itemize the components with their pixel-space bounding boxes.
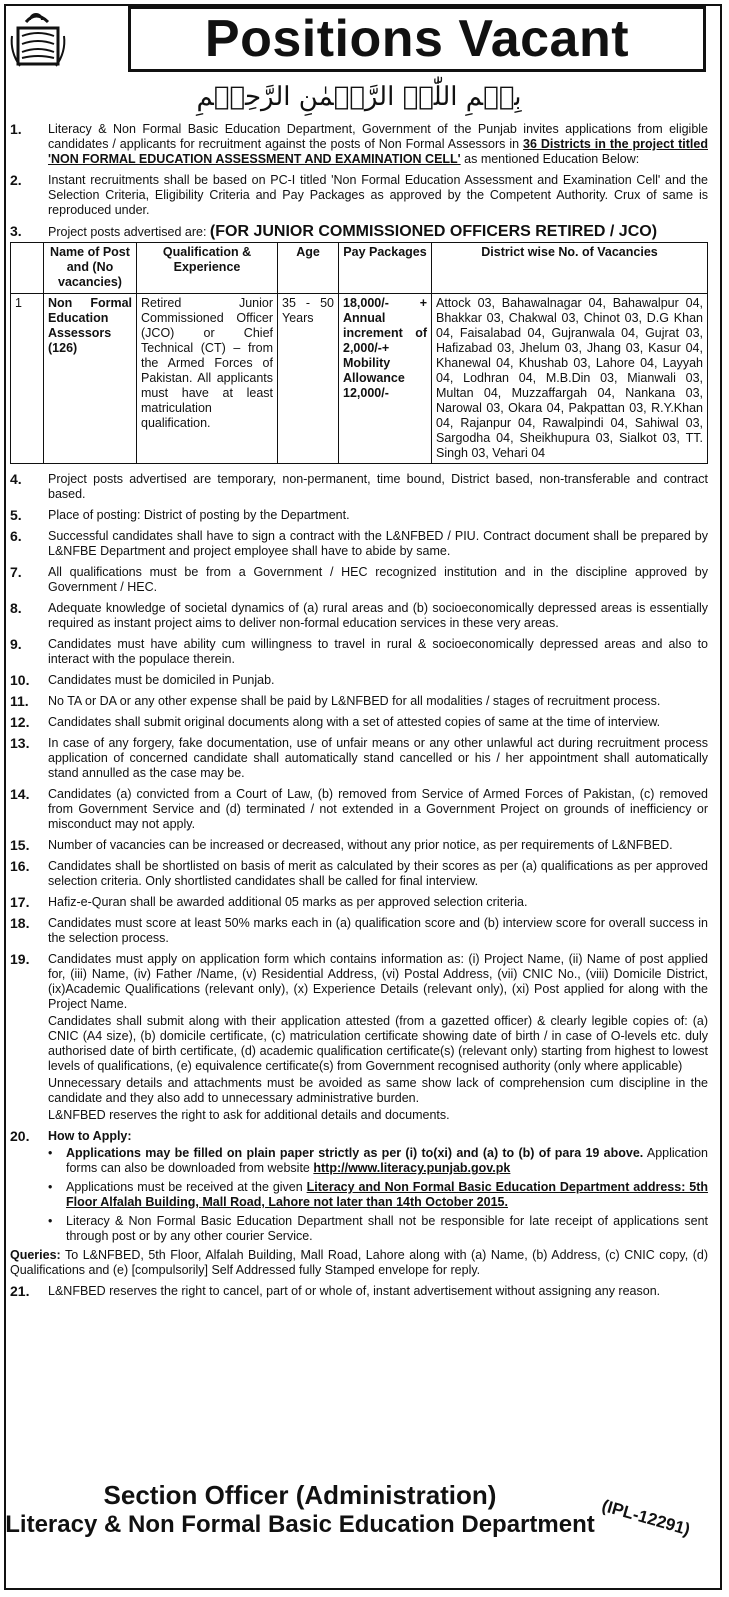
paragraph-text: Project posts advertised are temporary, non-permanent, time bound, District based, non-transferable and contract based. (48, 472, 708, 501)
cell-name: Non Formal Education Assessors (126) (44, 294, 137, 464)
list-item (10, 565, 708, 595)
paragraph-number: 4. (10, 471, 22, 487)
paragraph-text: Literacy & Non Formal Basic Education Department, Government of the Punjab invites applications from eligible candidates / applicants for recruitment against the posts of Non Formal Assessors in (48, 122, 708, 151)
apply-bullet-1 (10, 1146, 708, 1176)
paragraph-text: In case of any forgery, fake documentation, use of unfair means or any other unlawful act during recruitment process application of concerned candidate shall automatically stand cancelled or his / her appointment shall automatically stand annulled as the case may be. (48, 736, 708, 780)
website-link[interactable]: http://www.literacy.punjab.gov.pk (313, 1161, 511, 1175)
paragraph-number: 11. (10, 693, 29, 709)
cell-qualification: Retired Junior Commissioned Officer (JCO) or Chief Technical (CT) – from the Armed Forces of Pakistan. All applicants must have at least matriculation qualification. (137, 294, 278, 464)
posts-table (10, 242, 708, 464)
cell-district: Attock 03, Bahawalnagar 04, Bahawalpur 04, Bhakkar 03, Chakwal 03, Chinot 03, D.G Khan 04, Faisalabad 04, Gujranwala 04, Gujrat 03, Hafizabad 03, Jhelum 03, Jhang 03, Kasur 04, Khanewal 04, Khushab 03, Lahore 04, Layyah 04, Lodhran 04, M.B.Din 03, Mianwali 03, Multan 04, Muzzaffargah 04, Nankana 03, Narowal 03, Okara 04, Pakpattan 03, R.Y.Khan 04, Rajanpur 04, Rawalpindi 04, Sahiwal 03, Sargodha 04, Sheikhupura 03, Sialkot 03, TT. Singh 03, Vehari 04 (432, 294, 708, 464)
posts-heading: (FOR JUNIOR COMMISSIONED OFFICERS RETIRED / JCO) (209, 223, 658, 240)
bismillah-calligraphy: بِسۡمِ اللّٰہِ الرَّحۡمٰنِ الرَّحِیۡمِ (196, 82, 522, 112)
punjab-emblem-icon (8, 6, 120, 72)
queries (10, 1248, 708, 1278)
paragraph-2 (10, 173, 708, 218)
paragraph-text: Adequate knowledge of societal dynamics of (a) rural areas and (b) socioeconomically depressed areas is essentially required as instant project aims to deliver non-formal education services in these very areas. (48, 601, 708, 630)
paragraph-number: 5. (10, 507, 22, 523)
list-item (10, 736, 708, 781)
department-name: Literacy & Non Formal Basic Education Department (5, 1511, 595, 1538)
header-qualification: Qualification & Experience (137, 243, 278, 294)
how-to-apply-heading: How to Apply: (48, 1129, 132, 1143)
paragraph-number: 3. (10, 223, 22, 239)
paragraph-text: All qualifications must be from a Government / HEC recognized institution and in the discipline approved by Government / HEC. (48, 565, 708, 594)
list-item (10, 673, 708, 688)
list-item (10, 601, 708, 631)
apply-bullet-2 (10, 1180, 708, 1210)
paragraph-number: 8. (10, 600, 22, 616)
footer (0, 1480, 600, 1540)
header (4, 4, 714, 76)
list-item (10, 859, 708, 889)
paragraph-19-note (10, 1076, 708, 1106)
paragraph-text: Candidates shall submit along with their application attested (from a gazetted officer) & clearly legible copies of: (a) CNIC (A4 size), (b) domicile certificate, (c) matriculation certificate showing date of birth / in case of O-levels etc. duly authorised date of birth certificate, (d) academic qualification certificate(s) (relevant only) starting from highest to lowest levels of qualifications, (e) equivalence certificate(s) from Government recognised authority (only where applicable) (48, 1014, 708, 1073)
cell-age: 35 - 50 Years (278, 294, 339, 464)
paragraph-number: 17. (10, 894, 30, 910)
list-item (10, 637, 708, 667)
queries-label: Queries: (10, 1248, 61, 1262)
bullet-text: Application forms can also be downloaded from website (66, 1146, 709, 1175)
paragraph-3 (10, 224, 708, 240)
paragraph-number: 15. (10, 837, 30, 853)
paragraph-19-attachments (10, 1014, 708, 1074)
paragraph-text: Unnecessary details and attachments must be avoided as same show lack of comprehension cum discipline in the candidate and they also add to unnecessary administrative burden. (48, 1076, 708, 1105)
list-item (10, 529, 708, 559)
paragraph-number: 1. (10, 121, 22, 137)
paragraph-number: 6. (10, 528, 22, 544)
list-item (10, 895, 708, 910)
project-title: 36 Districts in the project titled 'NON FORMAL EDUCATION ASSESSMENT AND EXAMINATION CELL' (48, 137, 708, 166)
table-header-row (11, 243, 708, 294)
cell-pay: 18,000/- + Annual increment of 2,000/-+ Mobility Allowance 12,000/- (339, 294, 432, 464)
paragraph-text: Candidates must be domiciled in Punjab. (48, 673, 275, 687)
paragraph-text: Project posts advertised are: (48, 225, 210, 239)
paragraph-number: 18. (10, 915, 30, 931)
paragraph-text: Candidates shall be shortlisted on basis of merit as calculated by their scores as per (a) qualifications as per approved selection criteria. Only shortlisted candidates shall be called for final interview. (48, 859, 708, 888)
header-district: District wise No. of Vacancies (432, 243, 708, 294)
paragraph-number: 9. (10, 636, 22, 652)
paragraph-19 (10, 952, 708, 1012)
paragraph-text: Successful candidates shall have to sign a contract with the L&NFBED / PIU. Contract document shall be prepared by L&NFBE Department and project employee shall have to abide by same. (48, 529, 708, 558)
paragraph-text: L&NFBED reserves the right to cancel, part of or whole of, instant advertisement without assigning any reason. (48, 1284, 661, 1298)
address-deadline: Literacy and Non Formal Basic Education Department address: 5th Floor Alfalah Building, Mall Road, Lahore not later than 14th October 2015. (66, 1180, 709, 1209)
paragraph-text: Candidates must have ability cum willingness to travel in rural & socioeconomically depressed areas and also to interact with the populace therein. (48, 637, 708, 666)
paragraph-text: Number of vacancies can be increased or decreased, without any prior notice, as per requirements of L&NFBED. (48, 838, 673, 852)
bullet-text: Literacy & Non Formal Basic Education Department shall not be responsible for late receipt of applications sent through post or by any other courier Service. (66, 1214, 708, 1243)
paragraph-number: 12. (10, 714, 30, 730)
table-row (11, 294, 708, 464)
paragraph-20 (10, 1129, 708, 1144)
paragraph-text: Instant recruitments shall be based on PC-I titled 'Non Formal Education Assessment and Examination Cell' and the Selection Criteria, Eligibility Criteria and Pay Packages as approved by the Competent Authority. Crux of same is reproduced under. (48, 173, 708, 217)
paragraph-text: No TA or DA or any other expense shall be paid by L&NFBED for all modalities / stages of recruitment process. (48, 694, 661, 708)
paragraph-text: L&NFBED reserves the right to ask for additional details and documents. (48, 1108, 450, 1122)
paragraph-number: 2. (10, 172, 22, 188)
header-name: Name of Post and (No vacancies) (44, 243, 137, 294)
paragraph-text: Candidates must apply on application form which contains information as: (i) Project Name, (ii) Name of post applied for, (iii) Name, (iv) Father /Name, (v) Residential Address, (vi) Postal Address, (vii) CNIC No., (viii) Domicile District, (ix)Academic Qualifications (relevant only), (x) Experience Details (relevant only), (xi) Post applied for along with the Project Name. (48, 952, 708, 1011)
paragraph-19-rights (10, 1108, 708, 1123)
paragraph-21 (10, 1284, 708, 1299)
paragraph-number: 13. (10, 735, 30, 751)
paragraph-number: 19. (10, 951, 30, 967)
paragraph-number: 14. (10, 786, 30, 802)
paragraph-number: 21. (10, 1283, 30, 1299)
header-pay: Pay Packages (339, 243, 432, 294)
paragraph-text: Place of posting: District of posting by the Department. (48, 508, 350, 522)
list-item (10, 916, 708, 946)
paragraph-number: 20. (10, 1128, 30, 1144)
paragraph-text: Hafiz-e-Quran shall be awarded additional 05 marks as per approved selection criteria. (48, 895, 528, 909)
list-item (10, 787, 708, 832)
page-title: Positions Vacant (128, 6, 706, 72)
list-item (10, 472, 708, 502)
paragraph-number: 7. (10, 564, 22, 580)
list-item (10, 715, 708, 730)
bullet-text: Applications must be received at the given (66, 1180, 307, 1194)
cell-sno: 1 (11, 294, 44, 464)
paragraph-1 (10, 122, 708, 167)
paragraph-number: 10. (10, 672, 30, 688)
signatory-title: Section Officer (Administration) (103, 1480, 497, 1510)
list-item (10, 694, 708, 709)
reference-number: (IPL-12291) (599, 1496, 693, 1540)
list-item (10, 838, 708, 853)
paragraph-text: Candidates shall submit original documents along with a set of attested copies of same at the time of interview. (48, 715, 661, 729)
paragraph-text: Candidates (a) convicted from a Court of Law, (b) removed from Service of Armed Forces of Pakistan, (c) removed from Government Service and (d) terminated / not extended in a Government Project on grounds of inefficiency or misconduct may not apply. (48, 787, 708, 831)
paragraph-text: Candidates must score at least 50% marks each in (a) qualification score and (b) interview score for overall success in the selection process. (48, 916, 708, 945)
queries-text: To L&NFBED, 5th Floor, Alfalah Building, Mall Road, Lahore along with (a) Name, (b) Address, (c) CNIC copy, (d) Qualifications and (e) [compulsorily] Self Addressed fully Stamped envelope for reply. (10, 1248, 708, 1277)
apply-bullet-3 (10, 1214, 708, 1244)
list-item (10, 508, 708, 523)
paragraph-number: 16. (10, 858, 30, 874)
paragraph-text: as mentioned Education Below: (460, 152, 640, 166)
bullet-text: Applications may be filled on plain paper strictly as per (i) to(xi) and (a) to (b) of para 19 above. (66, 1146, 644, 1160)
header-age: Age (278, 243, 339, 294)
advertisement-body (10, 122, 708, 1305)
header-sno (11, 243, 44, 294)
